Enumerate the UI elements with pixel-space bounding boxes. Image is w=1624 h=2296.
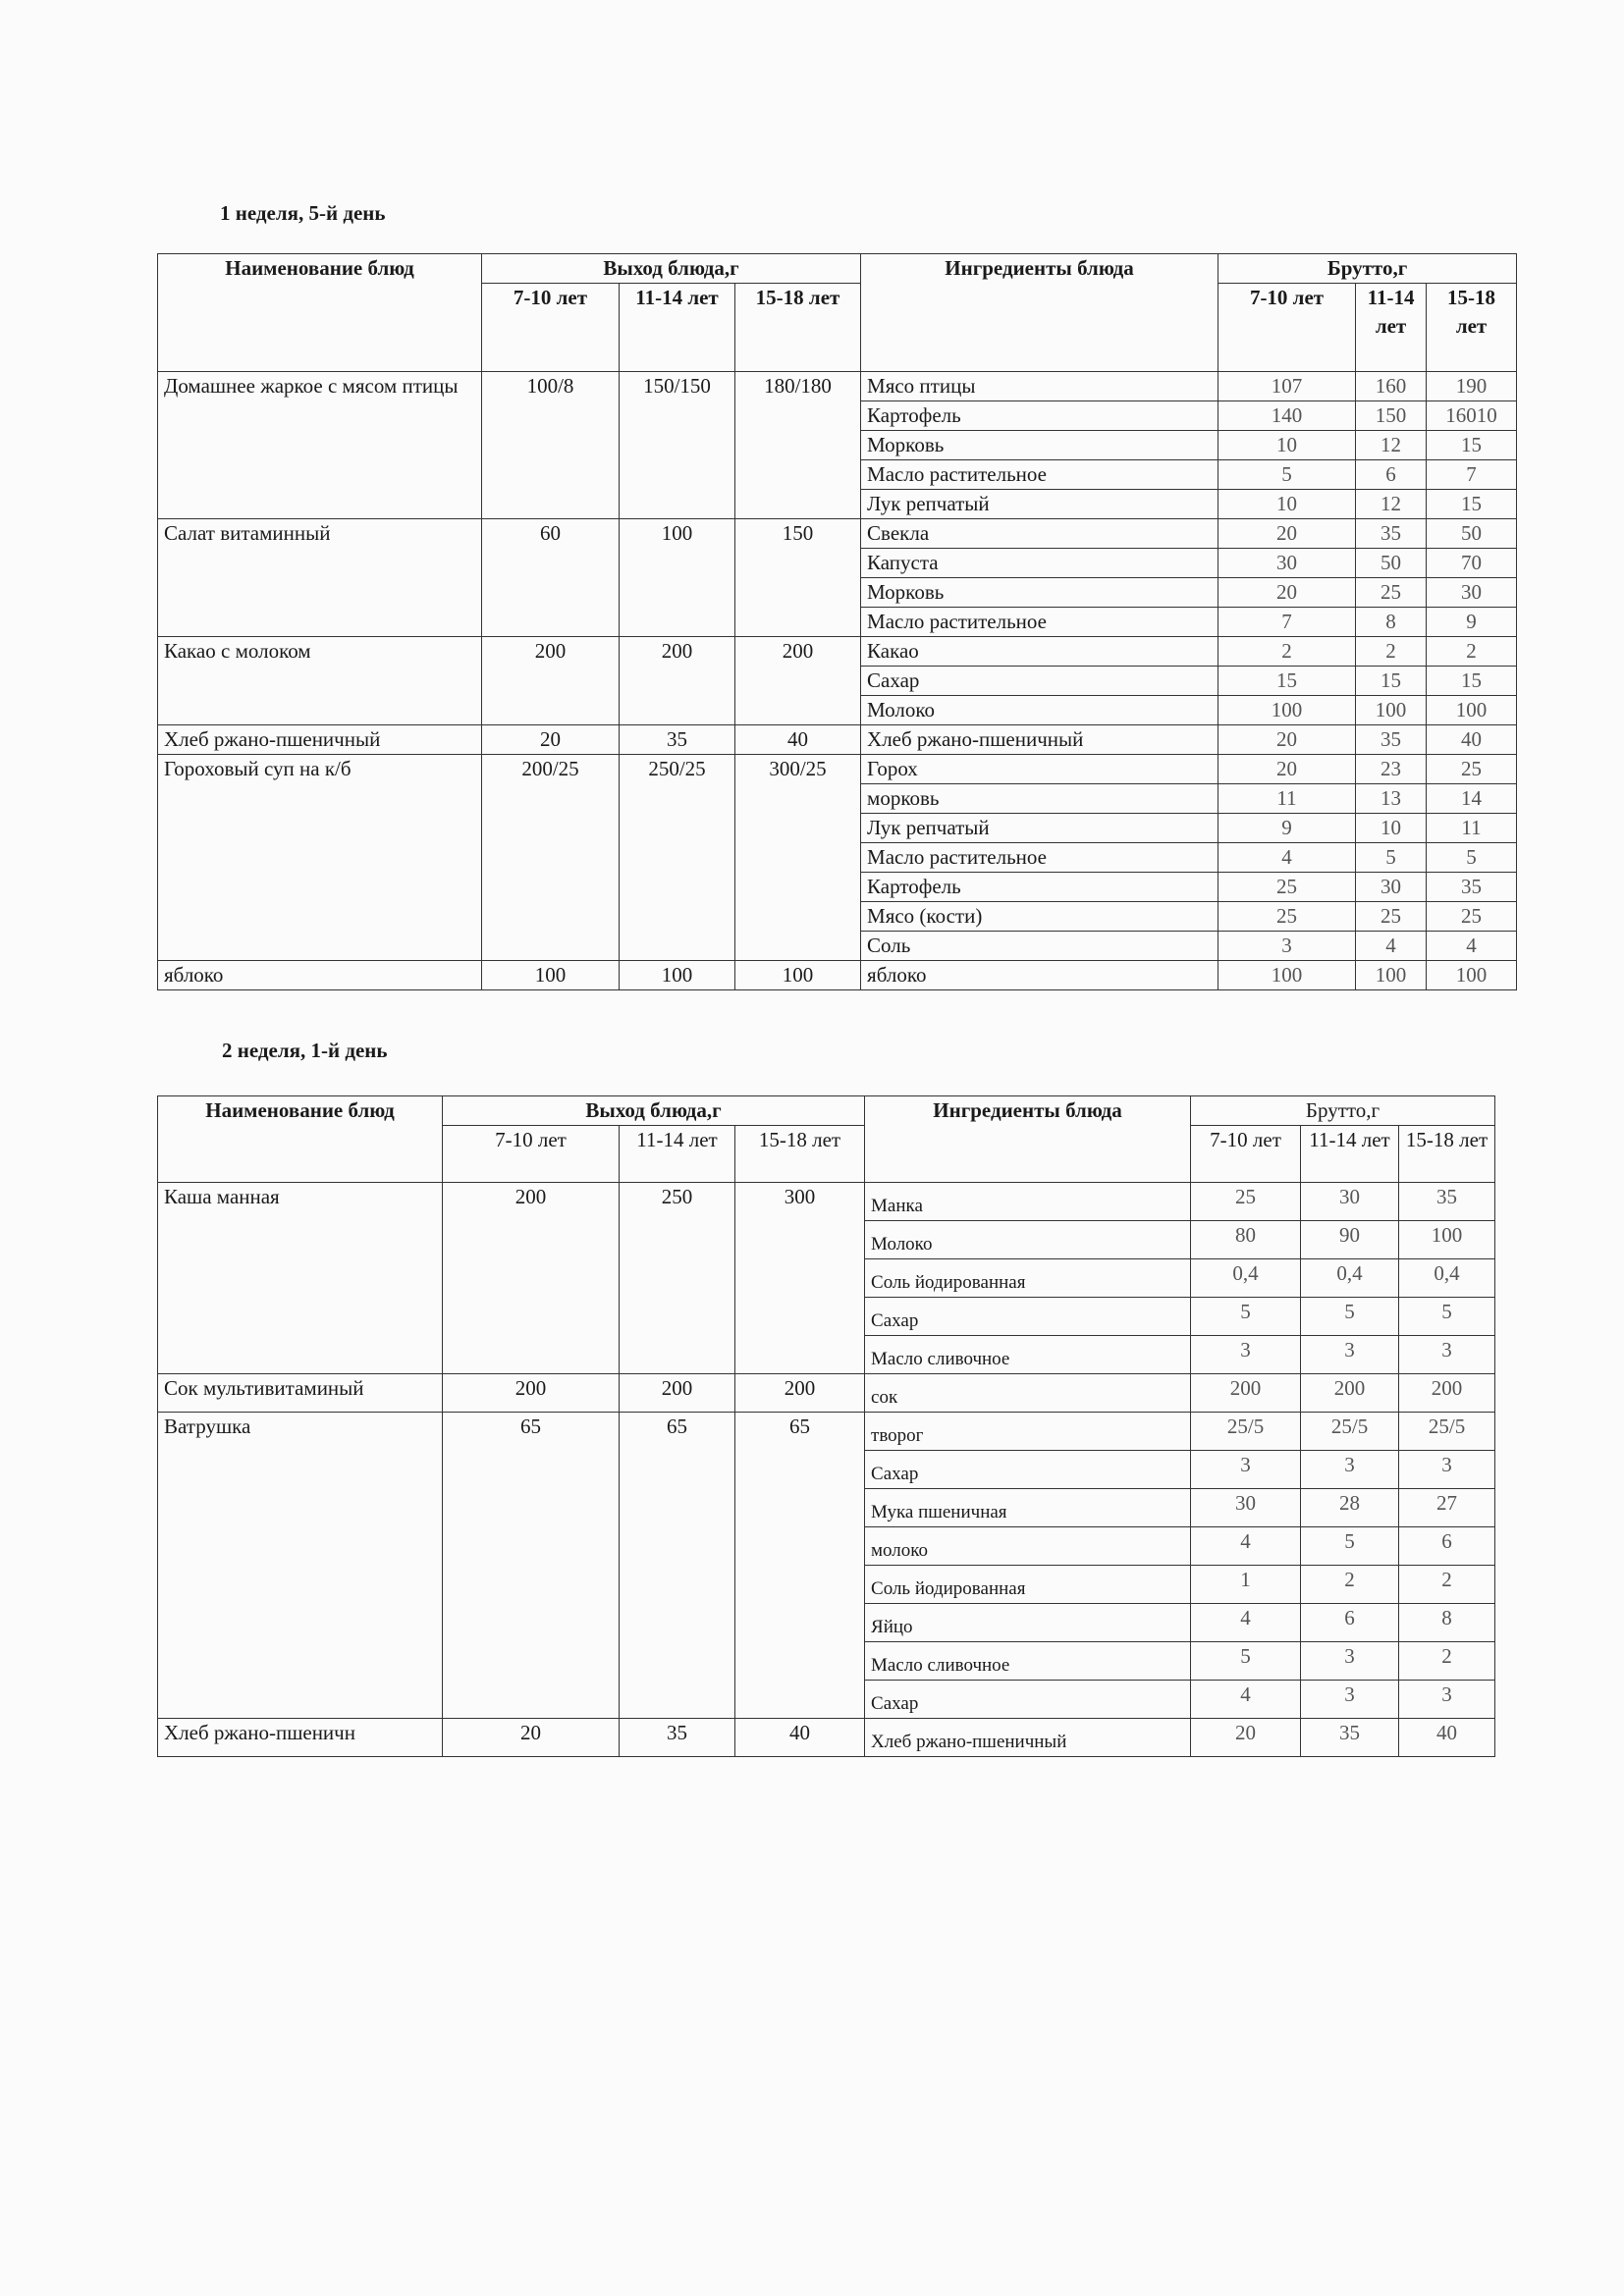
- ingredient-name: Мясо птицы: [861, 372, 1218, 401]
- brutto-value: 23: [1356, 755, 1427, 784]
- brutto-value: 0,4: [1301, 1259, 1399, 1298]
- header-output-age: 15-18 лет: [735, 284, 861, 372]
- brutto-value: 30: [1191, 1489, 1301, 1527]
- dish-name: Хлеб ржано-пшеничн: [158, 1719, 443, 1757]
- header-ingredients: Ингредиенты блюда: [861, 254, 1218, 372]
- brutto-value: 5: [1301, 1527, 1399, 1566]
- brutto-value: 15: [1218, 667, 1356, 696]
- brutto-value: 13: [1356, 784, 1427, 814]
- brutto-value: 11: [1218, 784, 1356, 814]
- brutto-value: 25/5: [1191, 1413, 1301, 1451]
- brutto-value: 27: [1399, 1489, 1495, 1527]
- dish-output: 100: [735, 961, 861, 990]
- ingredient-name: Горох: [861, 755, 1218, 784]
- brutto-value: 3: [1399, 1451, 1495, 1489]
- ingredient-name: Мука пшеничная: [865, 1489, 1191, 1527]
- brutto-value: 15: [1427, 490, 1517, 519]
- table-row: [158, 961, 1517, 990]
- dish-output: 35: [620, 1719, 735, 1757]
- dish-name: Гороховый суп на к/б: [158, 755, 482, 961]
- header-output: Выход блюда,г: [482, 254, 861, 284]
- ingredient-name: Морковь: [861, 431, 1218, 460]
- brutto-value: 15: [1427, 667, 1517, 696]
- brutto-value: 25: [1218, 902, 1356, 932]
- brutto-value: 100: [1218, 961, 1356, 990]
- brutto-value: 11: [1427, 814, 1517, 843]
- ingredient-name: Картофель: [861, 873, 1218, 902]
- ingredient-name: Лук репчатый: [861, 814, 1218, 843]
- brutto-value: 35: [1356, 519, 1427, 549]
- table-row: [158, 1413, 1495, 1451]
- ingredient-name: Сахар: [865, 1681, 1191, 1719]
- brutto-value: 0,4: [1191, 1259, 1301, 1298]
- section-title: 2 неделя, 1-й день: [222, 1039, 388, 1062]
- table-row: [158, 519, 1517, 549]
- brutto-value: 50: [1427, 519, 1517, 549]
- ingredient-name: Сахар: [865, 1451, 1191, 1489]
- ingredient-name: Морковь: [861, 578, 1218, 608]
- table-row: [158, 1374, 1495, 1413]
- ingredient-name: творог: [865, 1413, 1191, 1451]
- dish-output: 100: [620, 961, 735, 990]
- brutto-value: 3: [1399, 1681, 1495, 1719]
- ingredient-name: Какао: [861, 637, 1218, 667]
- dish-output: 200: [735, 1374, 865, 1413]
- header-brutto-age: 11-14 лет: [1356, 284, 1427, 372]
- ingredient-name: Картофель: [861, 401, 1218, 431]
- brutto-value: 190: [1427, 372, 1517, 401]
- brutto-value: 80: [1191, 1221, 1301, 1259]
- dish-name: Хлеб ржано-пшеничный: [158, 725, 482, 755]
- table-row: [158, 1719, 1495, 1757]
- section-title: 1 неделя, 5-й день: [220, 201, 386, 225]
- header-output: Выход блюда,г: [443, 1096, 865, 1126]
- ingredient-name: Масло растительное: [861, 460, 1218, 490]
- brutto-value: 9: [1427, 608, 1517, 637]
- dish-output: 250: [620, 1183, 735, 1374]
- dish-output: 35: [620, 725, 735, 755]
- brutto-value: 90: [1301, 1221, 1399, 1259]
- ingredient-name: Масло сливочное: [865, 1336, 1191, 1374]
- brutto-value: 40: [1427, 725, 1517, 755]
- ingredient-name: морковь: [861, 784, 1218, 814]
- dish-output: 100: [620, 519, 735, 637]
- dish-output: 100/8: [482, 372, 620, 519]
- brutto-value: 2: [1218, 637, 1356, 667]
- brutto-value: 20: [1218, 755, 1356, 784]
- table-row: [158, 725, 1517, 755]
- brutto-value: 10: [1218, 490, 1356, 519]
- dish-output: 200: [620, 1374, 735, 1413]
- dish-name: Сок мультивитаминый: [158, 1374, 443, 1413]
- table-row: [158, 637, 1517, 667]
- ingredient-name: Масло растительное: [861, 843, 1218, 873]
- brutto-value: 200: [1399, 1374, 1495, 1413]
- table-header: [158, 1096, 1495, 1183]
- brutto-value: 8: [1356, 608, 1427, 637]
- ingredient-name: яблоко: [861, 961, 1218, 990]
- ingredient-name: Соль: [861, 932, 1218, 961]
- dish-output: 20: [443, 1719, 620, 1757]
- dish-output: 200/25: [482, 755, 620, 961]
- brutto-value: 7: [1427, 460, 1517, 490]
- brutto-value: 25: [1191, 1183, 1301, 1221]
- brutto-value: 70: [1427, 549, 1517, 578]
- dish-name: Ватрушка: [158, 1413, 443, 1719]
- brutto-value: 3: [1301, 1642, 1399, 1681]
- brutto-value: 4: [1427, 932, 1517, 961]
- brutto-value: 25/5: [1399, 1413, 1495, 1451]
- brutto-value: 12: [1356, 490, 1427, 519]
- brutto-value: 2: [1356, 637, 1427, 667]
- dish-output: 65: [443, 1413, 620, 1719]
- header-dish: Наименование блюд: [158, 254, 482, 372]
- brutto-value: 35: [1427, 873, 1517, 902]
- dish-output: 180/180: [735, 372, 861, 519]
- brutto-value: 3: [1301, 1451, 1399, 1489]
- dish-output: 200: [482, 637, 620, 725]
- brutto-value: 6: [1399, 1527, 1495, 1566]
- header-brutto-age: 11-14 лет: [1301, 1126, 1399, 1183]
- brutto-value: 4: [1191, 1527, 1301, 1566]
- brutto-value: 25: [1218, 873, 1356, 902]
- brutto-value: 100: [1218, 696, 1356, 725]
- header-output-age: 15-18 лет: [735, 1126, 865, 1183]
- brutto-value: 0,4: [1399, 1259, 1495, 1298]
- brutto-value: 9: [1218, 814, 1356, 843]
- brutto-value: 100: [1399, 1221, 1495, 1259]
- brutto-value: 50: [1356, 549, 1427, 578]
- brutto-value: 140: [1218, 401, 1356, 431]
- header-output-age: 11-14 лет: [620, 1126, 735, 1183]
- table-header: [158, 254, 1517, 372]
- brutto-value: 3: [1191, 1451, 1301, 1489]
- dish-name: Домашнее жаркое с мясом птицы: [158, 372, 482, 519]
- header-brutto: Брутто,г: [1191, 1096, 1495, 1126]
- brutto-value: 25: [1356, 902, 1427, 932]
- brutto-value: 20: [1218, 725, 1356, 755]
- dish-output: 20: [482, 725, 620, 755]
- brutto-value: 100: [1427, 696, 1517, 725]
- dish-output: 200: [443, 1183, 620, 1374]
- brutto-value: 8: [1399, 1604, 1495, 1642]
- brutto-value: 107: [1218, 372, 1356, 401]
- dish-output: 200: [620, 637, 735, 725]
- brutto-value: 35: [1356, 725, 1427, 755]
- brutto-value: 4: [1191, 1604, 1301, 1642]
- brutto-value: 16010: [1427, 401, 1517, 431]
- brutto-value: 2: [1427, 637, 1517, 667]
- brutto-value: 20: [1218, 519, 1356, 549]
- brutto-value: 35: [1301, 1719, 1399, 1757]
- brutto-value: 20: [1191, 1719, 1301, 1757]
- brutto-value: 2: [1399, 1642, 1495, 1681]
- dish-output: 300: [735, 1183, 865, 1374]
- dish-name: яблоко: [158, 961, 482, 990]
- table-row: [158, 1183, 1495, 1221]
- brutto-value: 2: [1399, 1566, 1495, 1604]
- ingredient-name: Масло растительное: [861, 608, 1218, 637]
- ingredient-name: Мясо (кости): [861, 902, 1218, 932]
- ingredient-name: Сахар: [861, 667, 1218, 696]
- ingredient-name: Соль йодированная: [865, 1259, 1191, 1298]
- brutto-value: 10: [1356, 814, 1427, 843]
- brutto-value: 40: [1399, 1719, 1495, 1757]
- header-brutto-age: 15-18 лет: [1427, 284, 1517, 372]
- brutto-value: 100: [1427, 961, 1517, 990]
- brutto-value: 3: [1218, 932, 1356, 961]
- table-body: [158, 372, 1517, 990]
- dish-output: 65: [735, 1413, 865, 1719]
- brutto-value: 35: [1399, 1183, 1495, 1221]
- ingredient-name: Свекла: [861, 519, 1218, 549]
- brutto-value: 5: [1191, 1298, 1301, 1336]
- brutto-value: 15: [1427, 431, 1517, 460]
- brutto-value: 20: [1218, 578, 1356, 608]
- dish-output: 100: [482, 961, 620, 990]
- brutto-value: 5: [1399, 1298, 1495, 1336]
- header-output-age: 11-14 лет: [620, 284, 735, 372]
- header-brutto-age: 7-10 лет: [1218, 284, 1356, 372]
- menu-table-week1-day5: [157, 253, 1517, 990]
- ingredient-name: Манка: [865, 1183, 1191, 1221]
- dish-output: 40: [735, 725, 861, 755]
- header-brutto-age: 15-18 лет: [1399, 1126, 1495, 1183]
- brutto-value: 7: [1218, 608, 1356, 637]
- brutto-value: 3: [1301, 1681, 1399, 1719]
- dish-output: 60: [482, 519, 620, 637]
- ingredient-name: сок: [865, 1374, 1191, 1413]
- table-row: [158, 372, 1517, 401]
- brutto-value: 5: [1218, 460, 1356, 490]
- brutto-value: 5: [1301, 1298, 1399, 1336]
- brutto-value: 3: [1399, 1336, 1495, 1374]
- table-body: [158, 1183, 1495, 1757]
- dish-output: 300/25: [735, 755, 861, 961]
- ingredient-name: Молоко: [865, 1221, 1191, 1259]
- brutto-value: 25/5: [1301, 1413, 1399, 1451]
- header-dish: Наименование блюд: [158, 1096, 443, 1183]
- brutto-value: 12: [1356, 431, 1427, 460]
- dish-output: 150: [735, 519, 861, 637]
- ingredient-name: Яйцо: [865, 1604, 1191, 1642]
- brutto-value: 3: [1301, 1336, 1399, 1374]
- brutto-value: 6: [1356, 460, 1427, 490]
- dish-output: 200: [735, 637, 861, 725]
- dish-name: Салат витаминный: [158, 519, 482, 637]
- brutto-value: 30: [1301, 1183, 1399, 1221]
- brutto-value: 150: [1356, 401, 1427, 431]
- ingredient-name: Масло сливочное: [865, 1642, 1191, 1681]
- brutto-value: 30: [1356, 873, 1427, 902]
- brutto-value: 160: [1356, 372, 1427, 401]
- brutto-value: 4: [1356, 932, 1427, 961]
- dish-name: Какао с молоком: [158, 637, 482, 725]
- brutto-value: 1: [1191, 1566, 1301, 1604]
- brutto-value: 25: [1356, 578, 1427, 608]
- ingredient-name: Сахар: [865, 1298, 1191, 1336]
- brutto-value: 15: [1356, 667, 1427, 696]
- brutto-value: 4: [1218, 843, 1356, 873]
- brutto-value: 6: [1301, 1604, 1399, 1642]
- ingredient-name: Молоко: [861, 696, 1218, 725]
- brutto-value: 5: [1191, 1642, 1301, 1681]
- brutto-value: 30: [1427, 578, 1517, 608]
- header-ingredients: Ингредиенты блюда: [865, 1096, 1191, 1183]
- brutto-value: 200: [1301, 1374, 1399, 1413]
- table-row: [158, 755, 1517, 784]
- brutto-value: 30: [1218, 549, 1356, 578]
- ingredient-name: Лук репчатый: [861, 490, 1218, 519]
- brutto-value: 100: [1356, 961, 1427, 990]
- brutto-value: 28: [1301, 1489, 1399, 1527]
- dish-name: Каша манная: [158, 1183, 443, 1374]
- brutto-value: 3: [1191, 1336, 1301, 1374]
- brutto-value: 200: [1191, 1374, 1301, 1413]
- dish-output: 65: [620, 1413, 735, 1719]
- brutto-value: 25: [1427, 755, 1517, 784]
- menu-table-week2-day1: [157, 1095, 1495, 1757]
- brutto-value: 2: [1301, 1566, 1399, 1604]
- header-output-age: 7-10 лет: [443, 1126, 620, 1183]
- dish-output: 250/25: [620, 755, 735, 961]
- ingredient-name: Капуста: [861, 549, 1218, 578]
- header-brutto: Брутто,г: [1218, 254, 1517, 284]
- brutto-value: 14: [1427, 784, 1517, 814]
- brutto-value: 5: [1427, 843, 1517, 873]
- ingredient-name: молоко: [865, 1527, 1191, 1566]
- header-brutto-age: 7-10 лет: [1191, 1126, 1301, 1183]
- dish-output: 200: [443, 1374, 620, 1413]
- ingredient-name: Соль йодированная: [865, 1566, 1191, 1604]
- dish-output: 150/150: [620, 372, 735, 519]
- brutto-value: 4: [1191, 1681, 1301, 1719]
- header-output-age: 7-10 лет: [482, 284, 620, 372]
- dish-output: 40: [735, 1719, 865, 1757]
- brutto-value: 5: [1356, 843, 1427, 873]
- ingredient-name: Хлеб ржано-пшеничный: [861, 725, 1218, 755]
- brutto-value: 100: [1356, 696, 1427, 725]
- brutto-value: 25: [1427, 902, 1517, 932]
- ingredient-name: Хлеб ржано-пшеничный: [865, 1719, 1191, 1757]
- brutto-value: 10: [1218, 431, 1356, 460]
